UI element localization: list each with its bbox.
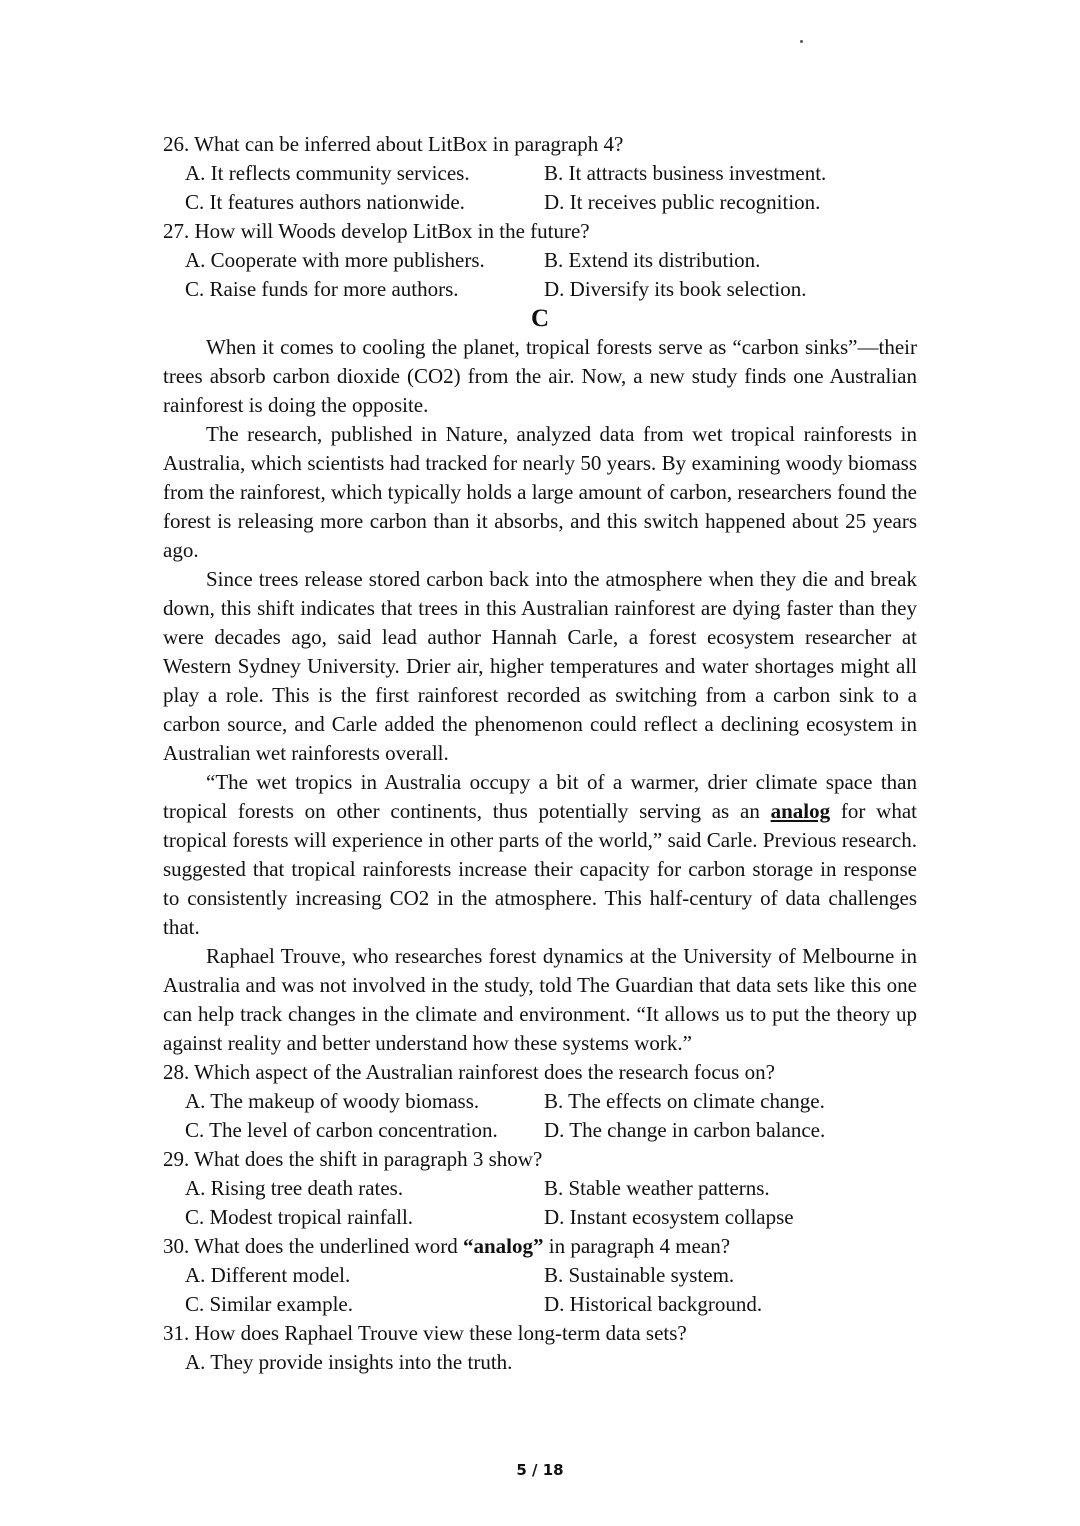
passage-paragraph-2: The research, published in Nature, analyzed data from wet tropical rainforests in Australia, which scientists had tracked for nearly 50 years. By examining woody biomass from the rainforest, which typically holds a large amount of carbon, researchers found the forest is releasing more carbon than it absorbs, and this switch happened about 25 years ago.: [163, 422, 917, 562]
passage-paragraph-5: Raphael Trouve, who researches forest dynamics at the University of Melbourne in Australia and was not involved in the study, told The Guardian that data sets like this one can help track changes in the climate and environment. “It allows us to put the theory up against reality and better understand how these systems work.”: [163, 944, 917, 1055]
passage-paragraph-4: [163, 768, 917, 942]
option-grid: [163, 1261, 917, 1319]
passage-paragraph-1: When it comes to cooling the planet, tropical forests serve as “carbon sinks”—their trees absorb carbon dioxide (CO2) from the air. Now, a new study finds one Australian rainforest is doing the opposite.: [163, 335, 917, 417]
paragraph-text: for what tropical forests will experience in other parts of the world,” said Carle. Previous research. suggested that tropical rainforests increase their capacity for carbon storage in response to consistently increasing CO2 in the atmosphere. This half-century of data challenges that.: [163, 799, 917, 939]
option-grid: [163, 246, 917, 304]
exam-content: [163, 130, 917, 1377]
question-stem: 27. How will Woods develop LitBox in the future?: [163, 219, 590, 243]
option-grid: [163, 1174, 917, 1232]
paragraph-text: “The wet tropics in Australia occupy a bit of a warmer, drier climate space than tropical forests on other continents, thus potentially serving as an: [163, 770, 917, 823]
option-a: A. The makeup of woody biomass.: [185, 1089, 480, 1113]
section-heading: C: [530, 305, 550, 332]
question-stem: 31. How does Raphael Trouve view these long-term data sets?: [163, 1321, 687, 1345]
option-d: D. Diversify its book selection.: [544, 277, 807, 301]
option-a: A. They provide insights into the truth.: [185, 1350, 513, 1374]
option-a: A. Different model.: [185, 1263, 351, 1287]
option-c: C. Modest tropical rainfall.: [185, 1205, 414, 1229]
option-b: B. Extend its distribution.: [544, 248, 761, 272]
option-a: A. It reflects community services.: [185, 161, 470, 185]
question-stem: 28. Which aspect of the Australian rainforest does the research focus on?: [163, 1060, 775, 1084]
option-b: B. It attracts business investment.: [544, 161, 827, 185]
stem-text: 30. What does the underlined word: [163, 1234, 463, 1258]
passage-paragraph-3: Since trees release stored carbon back into the atmosphere when they die and break down, this shift indicates that trees in this Australian rainforest are dying faster than they were decades ago, said lead author Hannah Carle, a forest ecosystem researcher at Western Sydney University. Drier air, higher temperatures and water shortages might all play a role. This is the first rainforest recorded as switching from a carbon sink to a carbon source, and Carle added the phenomenon could reflect a declining ecosystem in Australian wet rainforests overall.: [163, 567, 917, 765]
question-31: [163, 1319, 917, 1377]
question-stem: 29. What does the shift in paragraph 3 show?: [163, 1147, 543, 1171]
scan-dot: [800, 40, 803, 43]
option-grid: [163, 1087, 917, 1145]
question-28: [163, 1058, 917, 1145]
question-stem: [163, 1232, 917, 1261]
page-number: 5 / 18: [516, 1461, 564, 1479]
option-d: D. Instant ecosystem collapse: [544, 1205, 794, 1229]
underlined-keyword: analog: [770, 799, 831, 823]
question-keyword: “analog”: [462, 1234, 544, 1258]
option-a: A. Cooperate with more publishers.: [185, 248, 485, 272]
question-30: [163, 1232, 917, 1319]
question-29: [163, 1145, 917, 1232]
option-c: C. The level of carbon concentration.: [185, 1118, 498, 1142]
option-d: D. It receives public recognition.: [544, 190, 821, 214]
option-grid: [163, 159, 917, 217]
option-d: D. Historical background.: [544, 1292, 763, 1316]
option-grid: [163, 1348, 917, 1377]
option-b: B. Stable weather patterns.: [544, 1176, 770, 1200]
option-c: C. Raise funds for more authors.: [185, 277, 459, 301]
option-d: D. The change in carbon balance.: [544, 1118, 826, 1142]
question-27: [163, 217, 917, 304]
option-b: B. The effects on climate change.: [544, 1089, 825, 1113]
option-c: C. It features authors nationwide.: [185, 190, 465, 214]
option-a: A. Rising tree death rates.: [185, 1176, 404, 1200]
option-c: C. Similar example.: [185, 1292, 353, 1316]
question-26: [163, 130, 917, 217]
stem-text: in paragraph 4 mean?: [543, 1234, 731, 1258]
question-stem: 26. What can be inferred about LitBox in paragraph 4?: [163, 132, 624, 156]
option-b: B. Sustainable system.: [544, 1263, 735, 1287]
